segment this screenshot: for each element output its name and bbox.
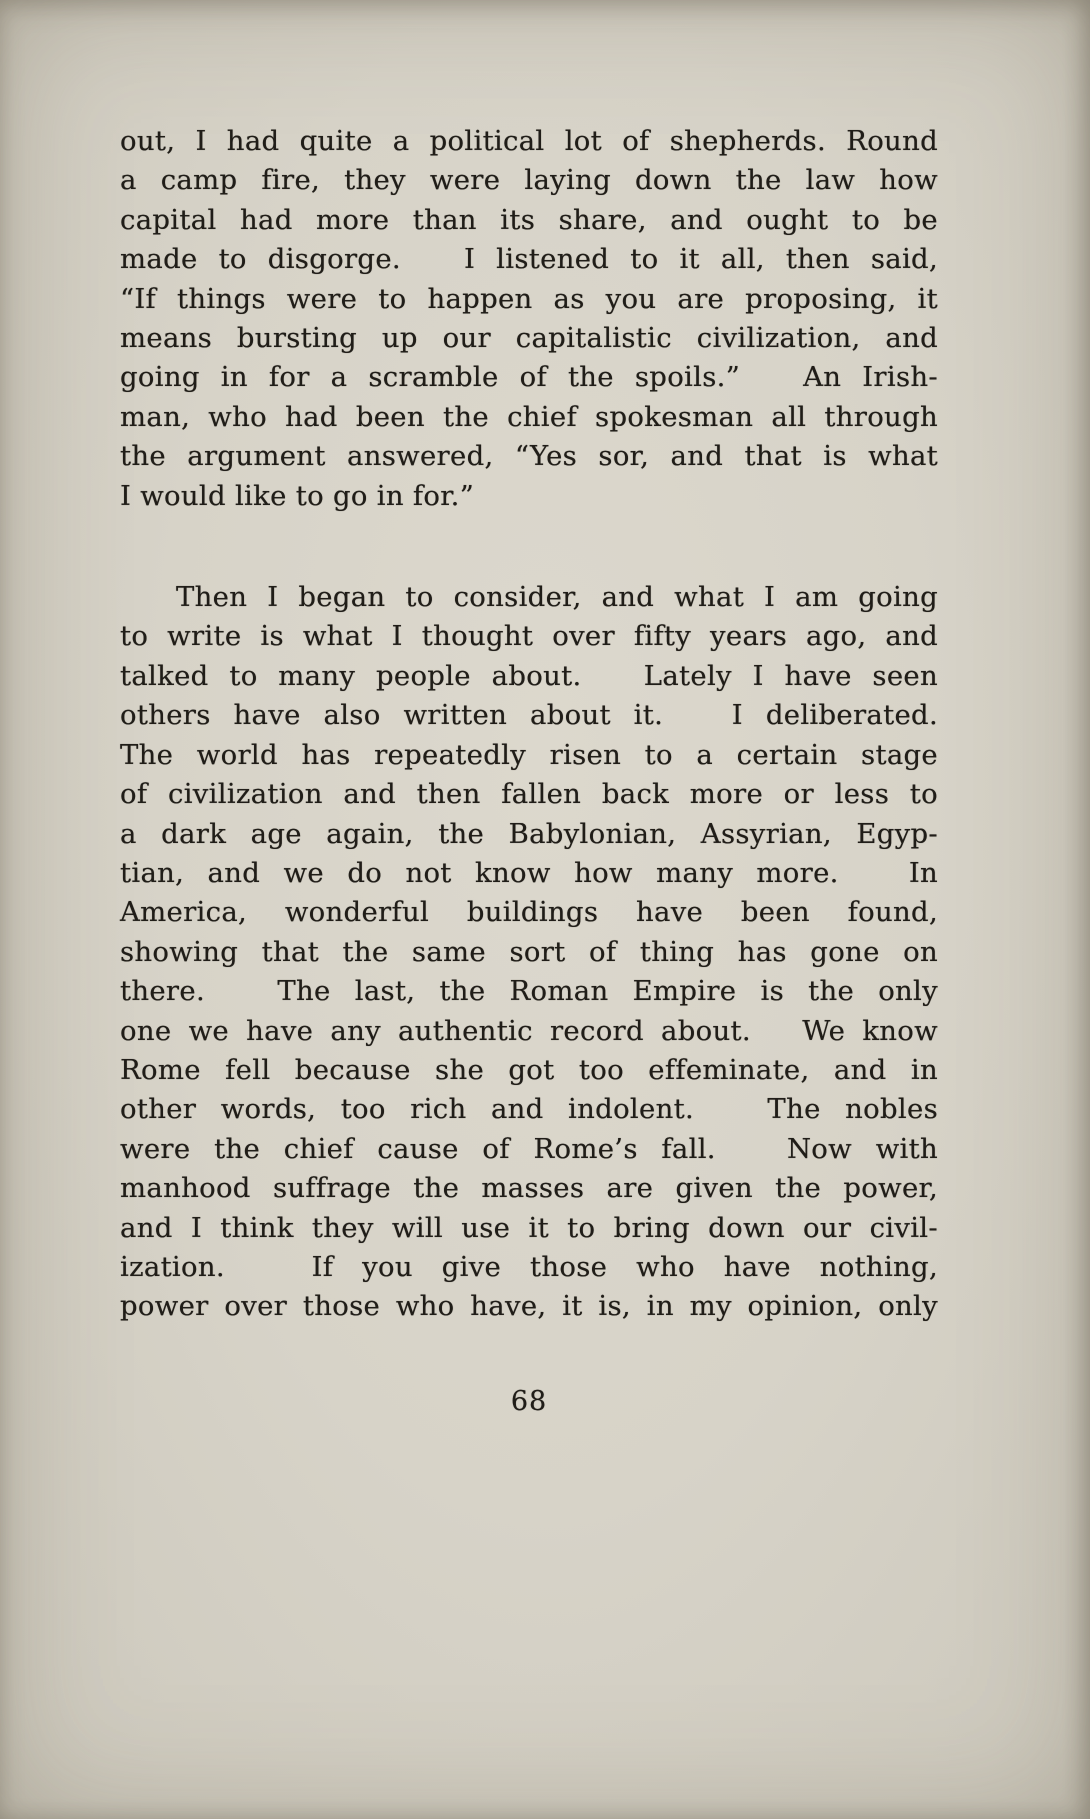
text-line: ization. If you give those who have nothing,	[120, 1250, 938, 1283]
text-line: talked to many people about. Lately I have seen	[120, 659, 938, 692]
text-line: power over those who have, it is, in my opinion, only	[120, 1290, 938, 1323]
text-line: “If things were to happen as you are proposing, it	[120, 282, 938, 315]
text-line: Then I began to consider, and what I am going	[176, 581, 938, 614]
text-line: a dark age again, the Babylonian, Assyrian, Egyp-	[120, 817, 938, 850]
text-line: the argument answered, “Yes sor, and that is what	[120, 440, 938, 473]
text-line: were the chief cause of Rome’s fall. Now with	[120, 1132, 938, 1165]
page-number: 68	[510, 1386, 548, 1417]
text-line: The world has repeatedly risen to a certain stage	[120, 738, 938, 771]
text-line: capital had more than its share, and ought to be	[120, 203, 938, 236]
text-line: to write is what I thought over fifty years ago, and	[120, 620, 938, 653]
paragraph	[120, 578, 938, 1327]
text-line: man, who had been the chief spokesman all through	[120, 400, 938, 433]
text-line: America, wonderful buildings have been found,	[120, 896, 938, 929]
text-line: tian, and we do not know how many more. In	[120, 856, 938, 889]
text-line: manhood suffrage the masses are given the power,	[120, 1172, 938, 1205]
text-line: Rome fell because she got too effeminate, and in	[120, 1053, 938, 1086]
text-line: other words, too rich and indolent. The nobles	[120, 1093, 938, 1126]
text-line: made to disgorge. I listened to it all, then said,	[120, 243, 938, 276]
text-line: one we have any authentic record about. We know	[120, 1014, 938, 1047]
text-block	[120, 122, 938, 1327]
text-line: going in for a scramble of the spoils.” An Irish-	[120, 361, 938, 394]
text-line: others have also written about it. I deliberated.	[120, 699, 938, 732]
text-line: of civilization and then fallen back more or less to	[120, 778, 938, 811]
text-line: there. The last, the Roman Empire is the only	[120, 975, 938, 1008]
text-line: showing that the same sort of thing has gone on	[120, 935, 938, 968]
text-line: means bursting up our capitalistic civilization, and	[120, 322, 938, 355]
text-line: and I think they will use it to bring down our civil-	[120, 1211, 938, 1244]
text-line: I would like to go in for.”	[120, 479, 475, 512]
text-line: out, I had quite a political lot of shepherds. Round	[120, 125, 938, 157]
text-line: a camp fire, they were laying down the law how	[120, 164, 938, 197]
paragraph	[120, 122, 938, 516]
